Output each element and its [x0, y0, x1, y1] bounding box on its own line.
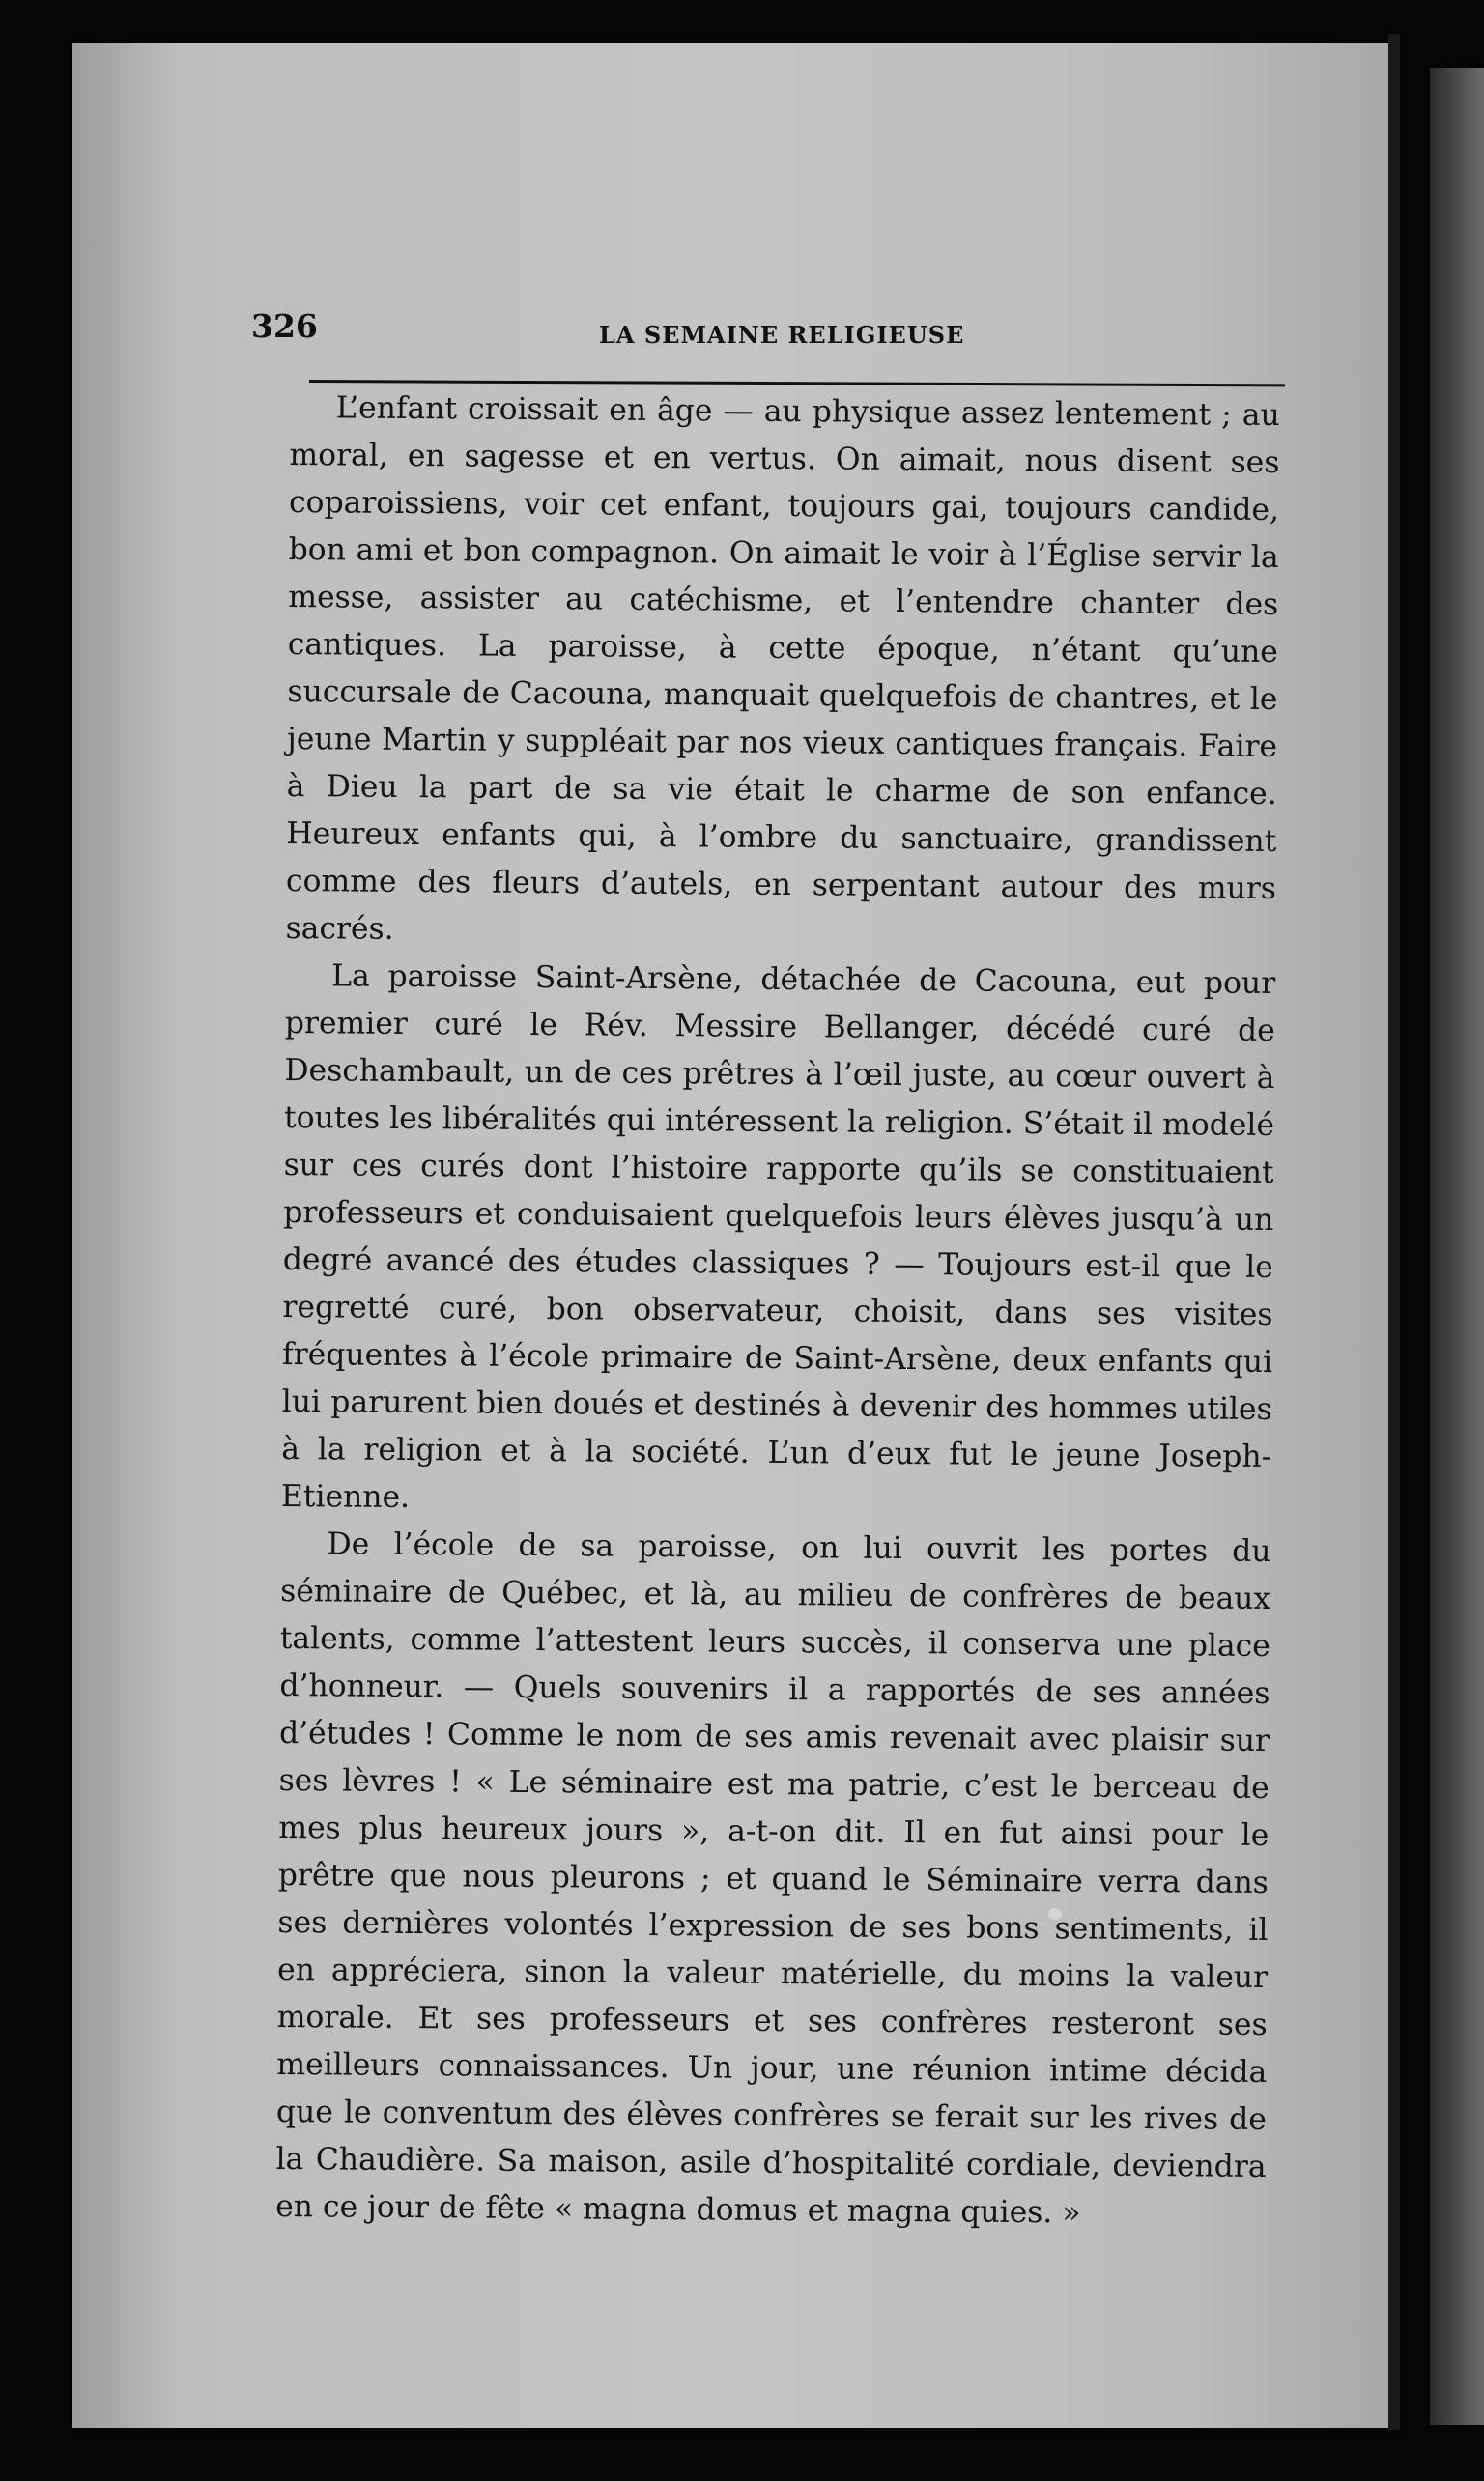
page-gutter-edge: [1388, 34, 1400, 2430]
adjacent-page-edge: [1430, 68, 1484, 2425]
page-number: 326: [251, 307, 318, 345]
running-header: [251, 307, 1280, 356]
paragraph-2: La paroisse Saint-Arsène, détachée de Cacouna, eut pour premier curé le Rév. Messire Bellanger, décédé curé de Deschambault, un de ces prêtres à l’œil juste, au cœur ouvert à toutes les libéralités qui intéressent la religion. S’était il modelé sur ces curés dont l’histoire rapporte qu’ils se constituaient professeurs et conduisaient quelquefois leurs élèves jusqu’à un degré avancé des études classiques ? — Toujours est-il que le regretté curé, bon observateur, choisit, dans ses visites fréquentes à l’école primaire de Saint-Arsène, deux enfants qui lui parurent bien doués et destinés à devenir des hommes utiles à la religion et à la société. L’un d’eux fut le jeune Joseph-Etienne.: [280, 958, 1276, 1516]
paragraph-1: L’enfant croissait en âge — au physique assez lentement ; au moral, en sagesse et en vertus. On aimait, nous disent ses coparoissiens, voir cet enfant, toujours gai, toujours candide, bon ami et bon compagnon. On aimait le voir à l’Église servir la messe, assister au catéchisme, et l’entendre chanter des cantiques. La paroisse, à cette époque, n’étant qu’une succursale de Cacouna, manquait quelquefois de chantres, et le jeune Martin y suppléait par nos vieux cantiques français. Faire à Dieu la part de sa vie était le charme de son enfance. Heureux enfants qui, à l’ombre du sanctuaire, grandissent comme des fleurs d’autels, en serpentant autour des murs sacrés.: [285, 390, 1280, 947]
running-title: LA SEMAINE RELIGIEUSE: [599, 321, 965, 349]
paragraph-3: De l’école de sa paroisse, on lui ouvrit les portes du séminaire de Québec, et là, au milieu de confrères de beaux talents, comme l’attestent leurs succès, il conserva une place d’honneur. — Quels souvenirs il a rapportés de ses années d’études ! Comme le nom de ses amis revenait avec plaisir sur ses lèvres ! « Le séminaire est ma patrie, c’est le berceau de mes plus heureux jours », a-t-on dit. Il en fut ainsi pour le prêtre que nous pleurons ; et quand le Séminaire verra dans ses dernières volontés l’expression de ses bons sentiments, il en appréciera, sinon la valeur matérielle, du moins la valeur morale. Et ses professeurs et ses confrères resteront ses meilleurs connaissances. Un jour, une réunion intime décida que le conventum des élèves confrères se ferait sur les rives de la Chaudière. Sa maison, asile d’hospitalité cordiale, deviendra en ce jour de fête « magna domus et magna quies. »: [275, 1526, 1271, 2231]
article-body: [275, 385, 1280, 2239]
